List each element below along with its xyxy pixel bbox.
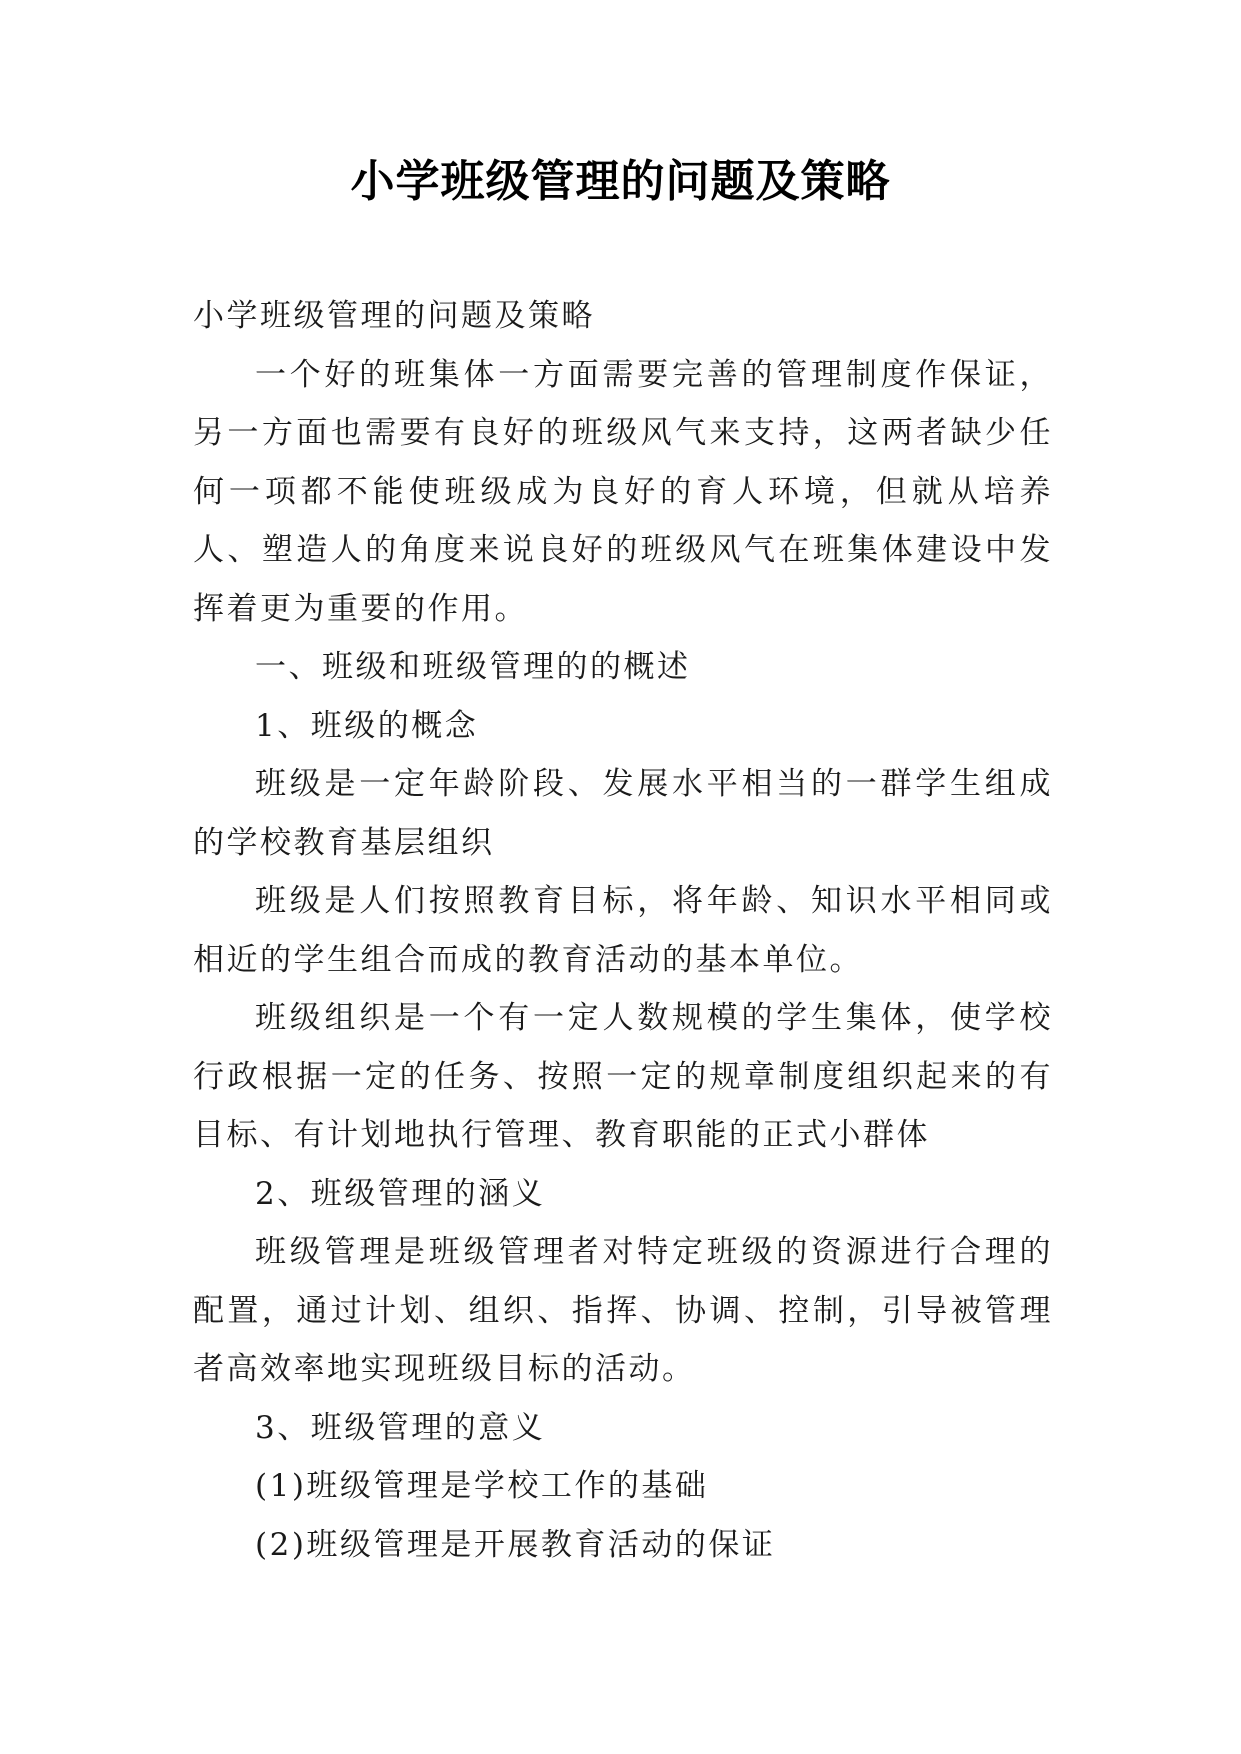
document-title: 小学班级管理的问题及策略 xyxy=(350,156,891,207)
paragraph-intro: 一个好的班集体一方面需要完善的管理制度作保证，另一方面也需要有良好的班级风气来支持，这两者缺少任何一项都不能使班级成为良好的育人环境，但就从培养人、塑造人的角度来说良好的班级风气在班集体建设中发挥着更为重要的作用。 xyxy=(193,356,1053,627)
subsection-heading-class-concept: 1、班级的概念 xyxy=(255,707,479,744)
paragraph-subtitle: 小学班级管理的问题及策略 xyxy=(193,298,595,334)
paragraph-class-definition-2: 班级是人们按照教育目标，将年龄、知识水平相同或相近的学生组合而成的教育活动的基本单位。 xyxy=(193,883,1053,978)
paragraph-class-definition-1: 班级是一定年龄阶段、发展水平相当的一群学生组成的学校教育基层组织 xyxy=(193,766,1053,861)
document-body xyxy=(193,287,1053,1574)
subsection-heading-management-significance: 3、班级管理的意义 xyxy=(255,1409,546,1446)
section-heading-overview: 一、班级和班级管理的的概述 xyxy=(255,649,691,685)
paragraph-class-organization: 班级组织是一个有一定人数规模的学生集体，使学校行政根据一定的任务、按照一定的规章制度组织起来的有目标、有计划地执行管理、教育职能的正式小群体 xyxy=(193,1000,1053,1153)
paragraph-management-definition: 班级管理是班级管理者对特定班级的资源进行合理的配置，通过计划、组织、指挥、协调、控制，引导被管理者高效率地实现班级目标的活动。 xyxy=(193,1234,1053,1387)
subsection-heading-management-meaning: 2、班级管理的涵义 xyxy=(255,1175,546,1212)
list-item-significance-1: (1)班级管理是学校工作的基础 xyxy=(255,1468,709,1504)
list-item-significance-2: (2)班级管理是开展教育活动的保证 xyxy=(255,1526,776,1563)
